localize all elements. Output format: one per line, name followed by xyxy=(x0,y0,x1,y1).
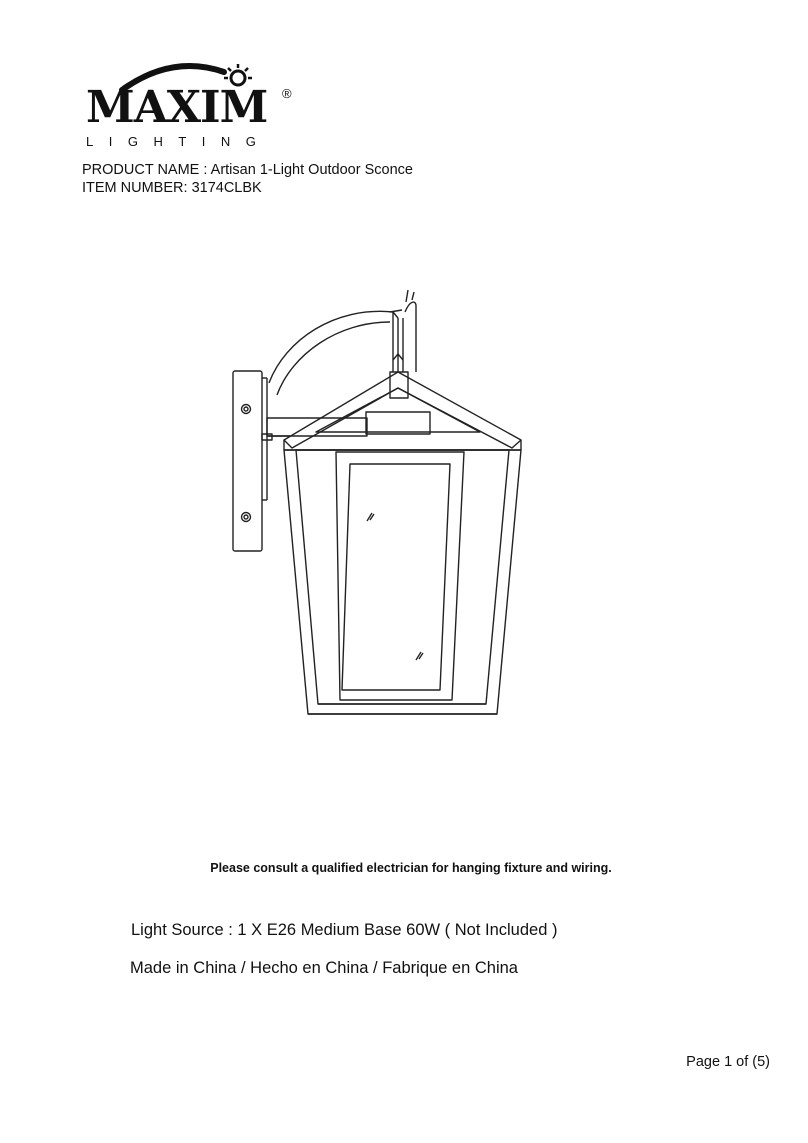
light-source-spec: Light Source : 1 X E26 Medium Base 60W ( Not Included ) xyxy=(131,921,558,939)
page-number: Page 1 of (5) xyxy=(686,1054,770,1070)
lantern-roof xyxy=(284,354,521,450)
svg-text:LIGHTING: LIGHTING xyxy=(86,134,272,149)
maxim-lighting-logo xyxy=(82,58,302,154)
product-name-label: PRODUCT NAME : xyxy=(82,162,208,178)
product-name-line xyxy=(82,161,413,179)
connector-arm xyxy=(262,418,367,440)
curved-arm xyxy=(269,290,416,395)
svg-text:®: ® xyxy=(282,86,292,101)
product-name-value: Artisan 1-Light Outdoor Sconce xyxy=(210,162,413,178)
item-number-line xyxy=(82,179,262,197)
electrician-warning: Please consult a qualified electrician for hanging fixture and wiring. xyxy=(210,861,612,875)
svg-text:MAXIM: MAXIM xyxy=(86,82,268,133)
wall-backplate xyxy=(233,371,267,551)
item-number-label: ITEM NUMBER: xyxy=(82,180,188,196)
item-number-value: 3174CLBK xyxy=(191,180,262,196)
logo-graphic xyxy=(82,58,302,154)
lantern-body xyxy=(284,450,521,714)
country-of-origin: Made in China / Hecho en China / Fabrique en China xyxy=(130,959,518,977)
